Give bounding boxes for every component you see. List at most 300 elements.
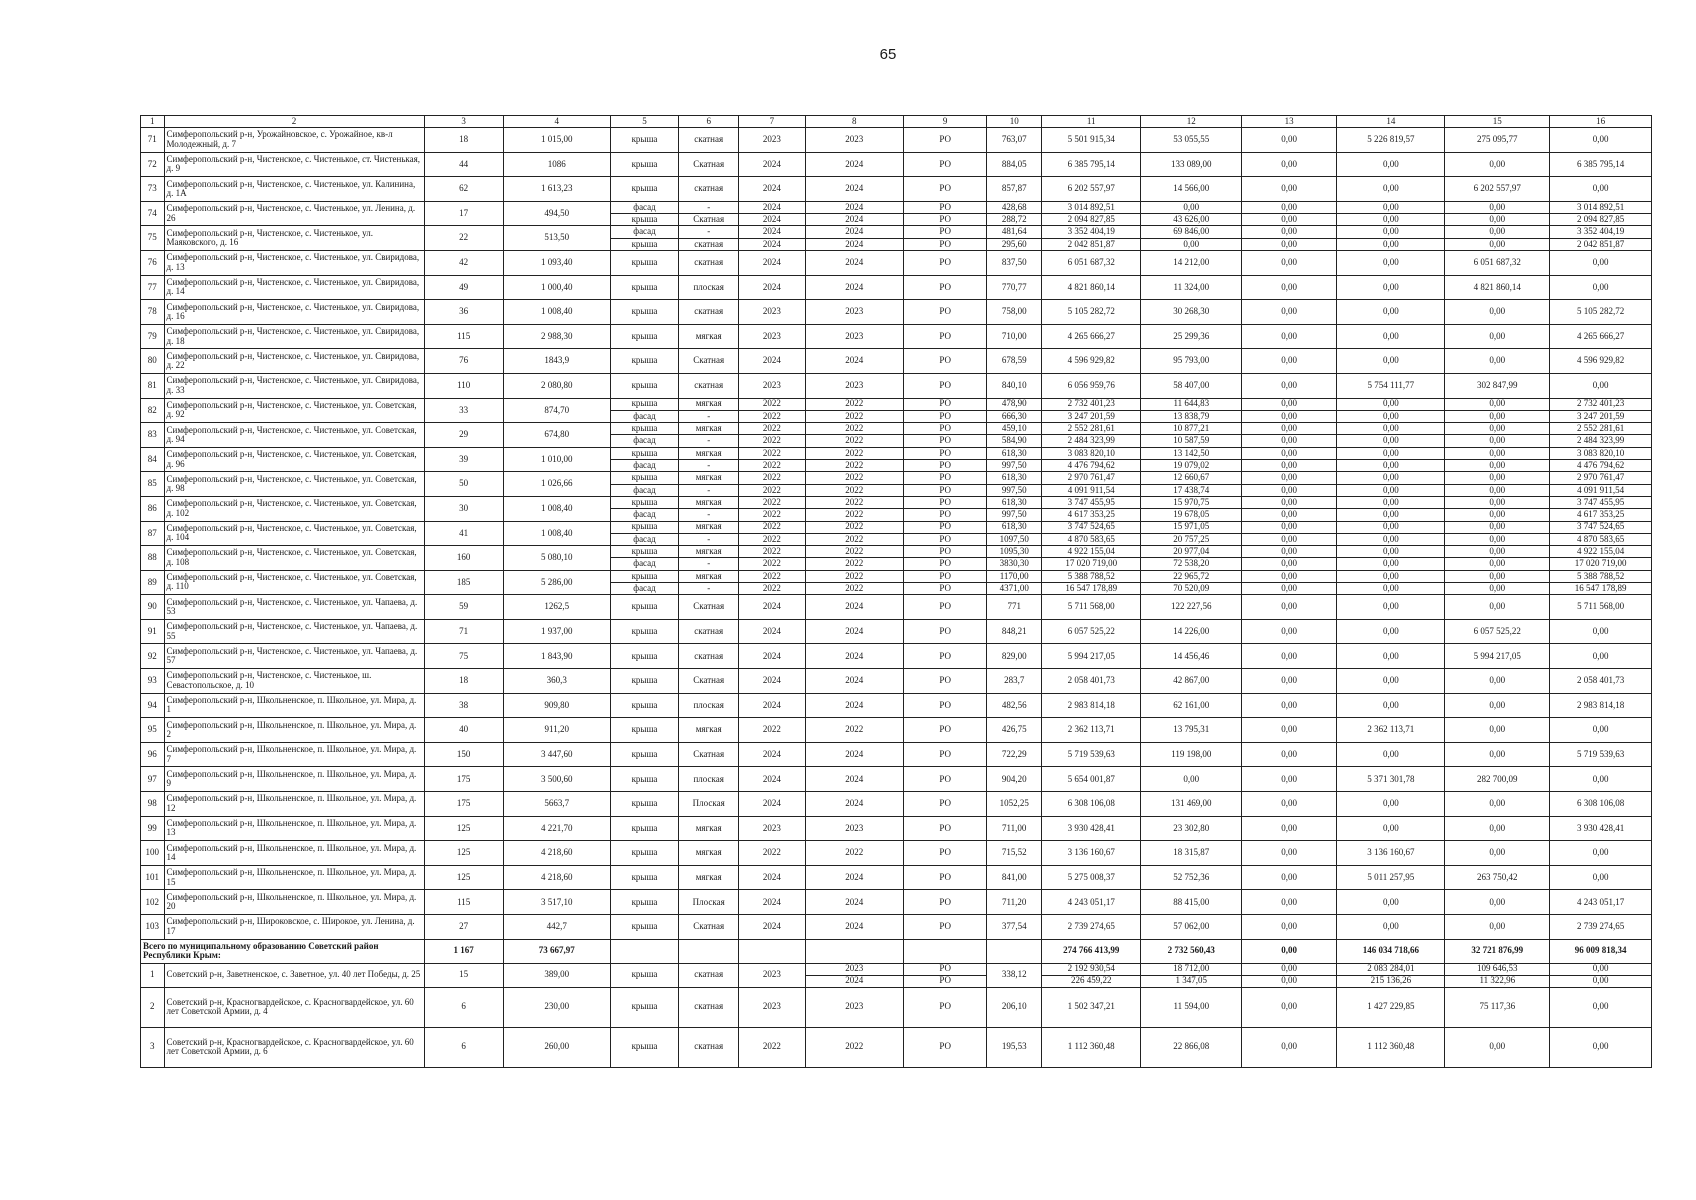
cost-total: 17 020 719,00 — [1041, 558, 1141, 570]
cost-col-13: 0,00 — [1242, 472, 1337, 484]
cost-col-13: 0,00 — [1242, 865, 1337, 890]
cost-col-12: 13 838,79 — [1141, 410, 1242, 422]
work-type: фасад — [610, 460, 678, 472]
cost-col-12: 19 079,02 — [1141, 460, 1242, 472]
cost-col-15: 75 117,36 — [1445, 987, 1550, 1027]
house-area: 1 843,90 — [503, 644, 610, 669]
house-area: 874,70 — [503, 398, 610, 423]
table-row — [141, 865, 1652, 890]
cost-col-14: 1 427 229,85 — [1337, 987, 1445, 1027]
house-area: 1843,9 — [503, 349, 610, 374]
cost-col-13: 0,00 — [1242, 177, 1337, 202]
operator: РО — [903, 792, 986, 817]
operator: РО — [903, 152, 986, 177]
cost-total: 2 739 274,65 — [1041, 915, 1141, 940]
house-address: Симферопольский р-н, Чистенское, с. Чистенькое, ул. Свиридова, д. 18 — [164, 324, 424, 349]
year-actual: 2022 — [805, 521, 903, 533]
cost-col-15: 0,00 — [1445, 1027, 1550, 1067]
year-planned: 2023 — [739, 987, 805, 1027]
roof-type: скатная — [679, 619, 739, 644]
cost-col-15: 0,00 — [1445, 214, 1550, 226]
total-label: Всего по муниципальному образованию Советский район Республики Крым: — [141, 939, 425, 963]
work-type: крыша — [610, 349, 678, 374]
cost-col-15: 0,00 — [1445, 841, 1550, 866]
cost-col-13: 0,00 — [1242, 238, 1337, 250]
cost-col-12: 15 971,05 — [1141, 521, 1242, 533]
work-volume: 283,7 — [987, 669, 1042, 694]
work-type: крыша — [610, 275, 678, 300]
roof-type: мягкая — [679, 423, 739, 435]
house-area: 3 500,60 — [503, 767, 610, 792]
apartments-count: 40 — [424, 718, 503, 743]
cost-total: 5 275 008,37 — [1041, 865, 1141, 890]
table-row — [141, 201, 1652, 213]
house-area: 4 221,70 — [503, 816, 610, 841]
year-planned: 2022 — [739, 521, 805, 533]
table-row — [141, 546, 1652, 558]
roof-type: скатная — [679, 177, 739, 202]
cost-col-13: 0,00 — [1242, 435, 1337, 447]
house-area: 911,20 — [503, 718, 610, 743]
row-number: 95 — [141, 718, 165, 743]
cost-col-15: 0,00 — [1445, 152, 1550, 177]
cost-col-13: 0,00 — [1242, 373, 1337, 398]
table-row — [141, 841, 1652, 866]
house-address: Симферопольский р-н, Школьненское, п. Школьное, ул. Мира, д. 15 — [164, 865, 424, 890]
year-actual: 2024 — [805, 250, 903, 275]
apartments-count: 59 — [424, 595, 503, 620]
year-planned: 2024 — [739, 201, 805, 213]
roof-type: Скатная — [679, 915, 739, 940]
year-actual: 2024 — [805, 214, 903, 226]
year-planned: 2024 — [739, 595, 805, 620]
year-actual: 2024 — [805, 595, 903, 620]
house-area: 260,00 — [503, 1027, 610, 1067]
total-col-13: 0,00 — [1242, 939, 1337, 963]
year-planned: 2024 — [739, 238, 805, 250]
cost-col-15: 0,00 — [1445, 570, 1550, 582]
operator: РО — [903, 509, 986, 521]
year-actual: 2024 — [805, 742, 903, 767]
cost-col-16: 4 922 155,04 — [1550, 546, 1652, 558]
house-area: 1 000,40 — [503, 275, 610, 300]
cost-col-13: 0,00 — [1242, 987, 1337, 1027]
house-address: Симферопольский р-н, Чистенское, с. Чистенькое, ул. Чапаева, д. 57 — [164, 644, 424, 669]
operator: РО — [903, 570, 986, 582]
row-number: 2 — [141, 987, 165, 1027]
operator: РО — [903, 963, 986, 975]
cost-col-15: 0,00 — [1445, 742, 1550, 767]
cost-col-14: 0,00 — [1337, 435, 1445, 447]
cost-col-12: 122 227,56 — [1141, 595, 1242, 620]
work-type: крыша — [610, 619, 678, 644]
cost-col-15: 302 847,99 — [1445, 373, 1550, 398]
operator: РО — [903, 128, 986, 153]
year-actual: 2024 — [805, 238, 903, 250]
apartments-count: 175 — [424, 767, 503, 792]
cost-total: 4 922 155,04 — [1041, 546, 1141, 558]
cost-col-16: 6 308 106,08 — [1550, 792, 1652, 817]
operator: РО — [903, 275, 986, 300]
column-header: 5 — [610, 116, 678, 128]
year-actual: 2024 — [805, 349, 903, 374]
roof-type: Скатная — [679, 349, 739, 374]
cost-col-12: 15 970,75 — [1141, 496, 1242, 508]
row-number: 3 — [141, 1027, 165, 1067]
house-area: 230,00 — [503, 987, 610, 1027]
table-row — [141, 423, 1652, 435]
cost-col-12: 30 268,30 — [1141, 300, 1242, 325]
cost-col-14: 0,00 — [1337, 324, 1445, 349]
cost-col-13: 0,00 — [1242, 214, 1337, 226]
cost-col-16: 0,00 — [1550, 250, 1652, 275]
cost-col-13: 0,00 — [1242, 423, 1337, 435]
apartments-count: 175 — [424, 792, 503, 817]
column-header: 11 — [1041, 116, 1141, 128]
year-actual: 2023 — [805, 373, 903, 398]
work-volume: 711,00 — [987, 816, 1042, 841]
year-planned: 2022 — [739, 447, 805, 459]
column-header: 15 — [1445, 116, 1550, 128]
row-number: 83 — [141, 423, 165, 448]
house-area: 1 008,40 — [503, 496, 610, 521]
year-planned: 2024 — [739, 792, 805, 817]
cost-total: 2 970 761,47 — [1041, 472, 1141, 484]
year-actual: 2024 — [805, 275, 903, 300]
table-row — [141, 398, 1652, 410]
cost-total: 3 083 820,10 — [1041, 447, 1141, 459]
cost-col-16: 0,00 — [1550, 865, 1652, 890]
work-type: крыша — [610, 987, 678, 1027]
year-planned: 2023 — [739, 816, 805, 841]
row-number: 98 — [141, 792, 165, 817]
cost-total: 2 484 323,99 — [1041, 435, 1141, 447]
row-number: 101 — [141, 865, 165, 890]
work-volume: 857,87 — [987, 177, 1042, 202]
house-address: Симферопольский р-н, Чистенское, с. Чистенькое, ул. Калинина, д. 1А — [164, 177, 424, 202]
column-header: 1 — [141, 116, 165, 128]
year-actual: 2024 — [805, 792, 903, 817]
cost-col-16: 0,00 — [1550, 373, 1652, 398]
year-planned: 2024 — [739, 669, 805, 694]
table-row — [141, 300, 1652, 325]
roof-type: мягкая — [679, 865, 739, 890]
cost-col-14: 0,00 — [1337, 398, 1445, 410]
apartments-count: 76 — [424, 349, 503, 374]
year-actual: 2022 — [805, 484, 903, 496]
house-address: Симферопольский р-н, Чистенское, с. Чистенькое, ул. Советская, д. 110 — [164, 570, 424, 595]
apartments-count: 71 — [424, 619, 503, 644]
work-volume: 584,90 — [987, 435, 1042, 447]
work-volume: 678,59 — [987, 349, 1042, 374]
row-number: 78 — [141, 300, 165, 325]
cost-total: 3 747 455,95 — [1041, 496, 1141, 508]
cost-total: 4 821 860,14 — [1041, 275, 1141, 300]
cost-col-16: 5 719 539,63 — [1550, 742, 1652, 767]
work-volume: 428,68 — [987, 201, 1042, 213]
cost-col-13: 0,00 — [1242, 201, 1337, 213]
cost-col-13: 0,00 — [1242, 669, 1337, 694]
work-type: крыша — [610, 177, 678, 202]
work-type: крыша — [610, 496, 678, 508]
operator: РО — [903, 718, 986, 743]
year-actual: 2022 — [805, 509, 903, 521]
cost-col-14: 0,00 — [1337, 693, 1445, 718]
cost-col-13: 0,00 — [1242, 521, 1337, 533]
capital-repair-register-table — [140, 115, 1652, 1068]
cost-col-14: 0,00 — [1337, 275, 1445, 300]
operator: РО — [903, 816, 986, 841]
operator: РО — [903, 533, 986, 545]
work-volume: 837,50 — [987, 250, 1042, 275]
cost-col-14: 0,00 — [1337, 582, 1445, 594]
year-planned: 2022 — [739, 841, 805, 866]
cost-col-13: 0,00 — [1242, 152, 1337, 177]
cost-total: 4 617 353,25 — [1041, 509, 1141, 521]
house-area: 442,7 — [503, 915, 610, 940]
cost-col-14: 0,00 — [1337, 226, 1445, 238]
operator: РО — [903, 496, 986, 508]
house-address: Симферопольский р-н, Чистенское, с. Чистенькое, ул. Свиридова, д. 22 — [164, 349, 424, 374]
house-area: 389,00 — [503, 963, 610, 987]
cost-col-15: 6 051 687,32 — [1445, 250, 1550, 275]
roof-type: - — [679, 484, 739, 496]
operator: РО — [903, 865, 986, 890]
cost-col-16: 0,00 — [1550, 963, 1652, 975]
cost-col-13: 0,00 — [1242, 595, 1337, 620]
work-volume: 711,20 — [987, 890, 1042, 915]
cost-col-15: 5 994 217,05 — [1445, 644, 1550, 669]
work-type: крыша — [610, 373, 678, 398]
cost-col-16: 4 870 583,65 — [1550, 533, 1652, 545]
roof-type: скатная — [679, 250, 739, 275]
roof-type: плоская — [679, 767, 739, 792]
row-number: 76 — [141, 250, 165, 275]
cost-col-14: 5 011 257,95 — [1337, 865, 1445, 890]
work-volume: 997,50 — [987, 460, 1042, 472]
cost-col-16: 0,00 — [1550, 644, 1652, 669]
cost-col-13: 0,00 — [1242, 275, 1337, 300]
roof-type: - — [679, 509, 739, 521]
table-row — [141, 373, 1652, 398]
year-planned: 2022 — [739, 496, 805, 508]
table-row — [141, 619, 1652, 644]
cost-col-16: 0,00 — [1550, 275, 1652, 300]
cost-col-12: 17 438,74 — [1141, 484, 1242, 496]
cost-col-15: 0,00 — [1445, 890, 1550, 915]
cost-col-15: 0,00 — [1445, 300, 1550, 325]
operator: РО — [903, 398, 986, 410]
house-address: Симферопольский р-н, Школьненское, п. Школьное, ул. Мира, д. 14 — [164, 841, 424, 866]
apartments-count: 29 — [424, 423, 503, 448]
cost-col-14: 0,00 — [1337, 742, 1445, 767]
operator: РО — [903, 214, 986, 226]
cost-col-14: 0,00 — [1337, 484, 1445, 496]
work-type: крыша — [610, 570, 678, 582]
operator: РО — [903, 300, 986, 325]
cost-col-14: 5 226 819,57 — [1337, 128, 1445, 153]
roof-type: скатная — [679, 128, 739, 153]
cost-col-13: 0,00 — [1242, 226, 1337, 238]
row-number: 75 — [141, 226, 165, 251]
cost-col-12: 23 302,80 — [1141, 816, 1242, 841]
cost-col-13: 0,00 — [1242, 792, 1337, 817]
cost-col-15: 0,00 — [1445, 226, 1550, 238]
cost-col-15: 282 700,09 — [1445, 767, 1550, 792]
house-address: Симферопольский р-н, Чистенское, с. Чистенькое, ул. Советская, д. 96 — [164, 447, 424, 472]
operator: РО — [903, 767, 986, 792]
house-area: 494,50 — [503, 201, 610, 226]
cost-total: 2 552 281,61 — [1041, 423, 1141, 435]
year-actual: 2022 — [805, 546, 903, 558]
cost-col-15: 109 646,53 — [1445, 963, 1550, 975]
work-type: фасад — [610, 435, 678, 447]
house-address: Симферопольский р-н, Чистенское, с. Чистенькое, ул. Свиридова, д. 14 — [164, 275, 424, 300]
cost-col-12: 95 793,00 — [1141, 349, 1242, 374]
year-planned: 2022 — [739, 423, 805, 435]
work-type: крыша — [610, 472, 678, 484]
roof-type: Плоская — [679, 890, 739, 915]
work-type: крыша — [610, 865, 678, 890]
cost-total: 2 983 814,18 — [1041, 693, 1141, 718]
cost-col-12: 131 469,00 — [1141, 792, 1242, 817]
work-volume: 841,00 — [987, 865, 1042, 890]
cost-col-12: 22 866,08 — [1141, 1027, 1242, 1067]
apartments-count: 39 — [424, 447, 503, 472]
house-address: Симферопольский р-н, Чистенское, с. Чистенькое, ул. Советская, д. 92 — [164, 398, 424, 423]
roof-type: скатная — [679, 238, 739, 250]
cost-col-16: 16 547 178,89 — [1550, 582, 1652, 594]
apartments-count: 38 — [424, 693, 503, 718]
cost-col-14: 0,00 — [1337, 619, 1445, 644]
work-type: крыша — [610, 546, 678, 558]
cost-col-13: 0,00 — [1242, 644, 1337, 669]
operator: РО — [903, 177, 986, 202]
operator: РО — [903, 226, 986, 238]
cost-total: 3 352 404,19 — [1041, 226, 1141, 238]
cost-col-15: 0,00 — [1445, 496, 1550, 508]
cost-total: 5 994 217,05 — [1041, 644, 1141, 669]
work-volume: 618,30 — [987, 496, 1042, 508]
cost-col-12: 11 644,83 — [1141, 398, 1242, 410]
cost-col-15: 0,00 — [1445, 423, 1550, 435]
year-actual: 2022 — [805, 447, 903, 459]
year-planned: 2024 — [739, 865, 805, 890]
cost-col-14: 0,00 — [1337, 496, 1445, 508]
work-volume: 377,54 — [987, 915, 1042, 940]
year-planned: 2022 — [739, 472, 805, 484]
work-type: крыша — [610, 669, 678, 694]
year-actual: 2023 — [805, 987, 903, 1027]
apartments-count: 62 — [424, 177, 503, 202]
work-volume: 3830,30 — [987, 558, 1042, 570]
year-actual: 2024 — [805, 915, 903, 940]
year-planned: 2024 — [739, 742, 805, 767]
roof-type: плоская — [679, 275, 739, 300]
year-planned: 2023 — [739, 324, 805, 349]
cost-col-14: 0,00 — [1337, 300, 1445, 325]
year-actual: 2023 — [805, 963, 903, 975]
year-planned: 2024 — [739, 767, 805, 792]
house-area: 1 008,40 — [503, 300, 610, 325]
cost-col-16: 3 352 404,19 — [1550, 226, 1652, 238]
house-area: 1 937,00 — [503, 619, 610, 644]
house-area: 1086 — [503, 152, 610, 177]
cost-col-12: 88 415,00 — [1141, 890, 1242, 915]
cost-col-12: 133 089,00 — [1141, 152, 1242, 177]
cost-col-13: 0,00 — [1242, 324, 1337, 349]
operator: РО — [903, 373, 986, 398]
year-actual: 2022 — [805, 558, 903, 570]
cost-col-15: 0,00 — [1445, 447, 1550, 459]
apartments-count: 185 — [424, 570, 503, 595]
apartments-count: 6 — [424, 1027, 503, 1067]
column-header: 7 — [739, 116, 805, 128]
work-volume: 482,56 — [987, 693, 1042, 718]
roof-type: мягкая — [679, 447, 739, 459]
cost-col-16: 5 388 788,52 — [1550, 570, 1652, 582]
year-actual: 2024 — [805, 767, 903, 792]
house-address: Симферопольский р-н, Чистенское, с. Чистенькое, ш. Севастопольское, д. 10 — [164, 669, 424, 694]
house-area: 4 218,60 — [503, 841, 610, 866]
cost-col-16: 0,00 — [1550, 128, 1652, 153]
work-type: крыша — [610, 792, 678, 817]
cost-total: 1 502 347,21 — [1041, 987, 1141, 1027]
cost-total: 3 247 201,59 — [1041, 410, 1141, 422]
cost-col-13: 0,00 — [1242, 570, 1337, 582]
operator: РО — [903, 435, 986, 447]
roof-type: мягкая — [679, 546, 739, 558]
cost-col-13: 0,00 — [1242, 619, 1337, 644]
cost-col-16: 3 930 428,41 — [1550, 816, 1652, 841]
house-area: 2 988,30 — [503, 324, 610, 349]
year-actual: 2022 — [805, 533, 903, 545]
column-header: 16 — [1550, 116, 1652, 128]
apartments-count: 22 — [424, 226, 503, 251]
work-type: фасад — [610, 201, 678, 213]
house-address: Симферопольский р-н, Школьненское, п. Школьное, ул. Мира, д. 2 — [164, 718, 424, 743]
year-actual: 2022 — [805, 410, 903, 422]
table-row — [141, 152, 1652, 177]
year-planned: 2023 — [739, 300, 805, 325]
table-row — [141, 521, 1652, 533]
operator: РО — [903, 841, 986, 866]
roof-type: скатная — [679, 373, 739, 398]
cost-col-12: 0,00 — [1141, 767, 1242, 792]
cost-col-13: 0,00 — [1242, 460, 1337, 472]
operator: РО — [903, 238, 986, 250]
cost-col-15: 0,00 — [1445, 792, 1550, 817]
table-row — [141, 250, 1652, 275]
total-col-16: 96 009 818,34 — [1550, 939, 1652, 963]
cost-col-15: 4 821 860,14 — [1445, 275, 1550, 300]
house-address: Симферопольский р-н, Школьненское, п. Школьное, ул. Мира, д. 12 — [164, 792, 424, 817]
operator: РО — [903, 987, 986, 1027]
cost-col-12: 58 407,00 — [1141, 373, 1242, 398]
apartments-count: 15 — [424, 963, 503, 987]
operator: РО — [903, 595, 986, 620]
year-planned: 2022 — [739, 509, 805, 521]
cost-col-13: 0,00 — [1242, 496, 1337, 508]
row-number: 85 — [141, 472, 165, 497]
house-area: 3 447,60 — [503, 742, 610, 767]
house-address: Симферопольский р-н, Чистенское, с. Чистенькое, ул. Советская, д. 108 — [164, 546, 424, 571]
table-row — [141, 324, 1652, 349]
work-type: фасад — [610, 226, 678, 238]
work-volume: 770,77 — [987, 275, 1042, 300]
cost-col-14: 0,00 — [1337, 472, 1445, 484]
cost-col-14: 215 136,26 — [1337, 975, 1445, 987]
